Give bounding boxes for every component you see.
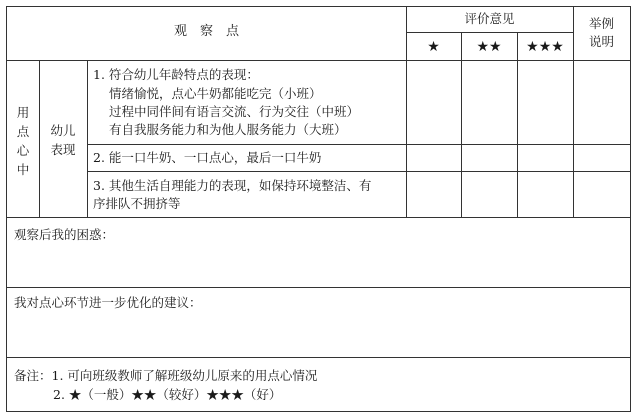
divider-table-bottom [7,217,630,218]
item1-line: 过程中同伴间有语言交流、行为交往（中班） [109,104,360,119]
subcategory-line1: 幼儿 [50,123,76,138]
confusion-section-label: 观察后我的困惑： [14,227,115,242]
divider-confusion-bottom [7,287,630,288]
example-header-line2: 说明 [588,34,614,49]
category-char: 点 [16,124,30,139]
divider-ratings-top [406,32,573,33]
category-char: 中 [16,162,30,177]
item1-line: 有自我服务能力和为他人服务能力（大班） [109,122,347,137]
divider-item2-bottom [87,171,630,172]
category-char: 心 [16,143,30,158]
evaluation-header: 评价意见 [464,11,515,26]
example-header-line1: 举例 [588,16,614,31]
suggestion-section-label: 我对点心环节进一步优化的建议： [14,295,202,310]
notes-line2: 2. ★（一般）★★（较好）★★★（好） [53,387,282,402]
rating-three-stars: ★★★ [526,39,564,55]
subcategory-line2: 表现 [50,142,76,157]
observation-form [6,6,631,412]
divider-col-star3 [517,32,518,217]
item3-line: 序排队不拥挤等 [93,196,181,211]
divider-header-bottom [7,60,630,61]
category-char: 用 [16,105,30,120]
rating-two-stars: ★★ [476,39,502,55]
notes-line1: 备注：1. 可向班级教师了解班级幼儿原来的用点心情况 [14,368,318,383]
item2-text: 2. 能一口牛奶、一口点心，最后一口牛奶 [93,150,322,165]
rating-one-star: ★ [427,39,440,55]
item3-line: 3. 其他生活自理能力的表现，如保持环境整洁、有 [93,178,372,193]
divider-item1-bottom [87,144,630,145]
divider-col-subcategory [87,60,88,217]
item1-line: 情绪愉悦，点心牛奶都能吃完（小班） [109,86,322,101]
divider-suggestion-bottom [7,357,630,358]
observation-point-header: 观 察 点 [173,24,239,39]
item1-title: 1. 符合幼儿年龄特点的表现： [93,67,259,82]
divider-col-star2 [461,32,462,217]
